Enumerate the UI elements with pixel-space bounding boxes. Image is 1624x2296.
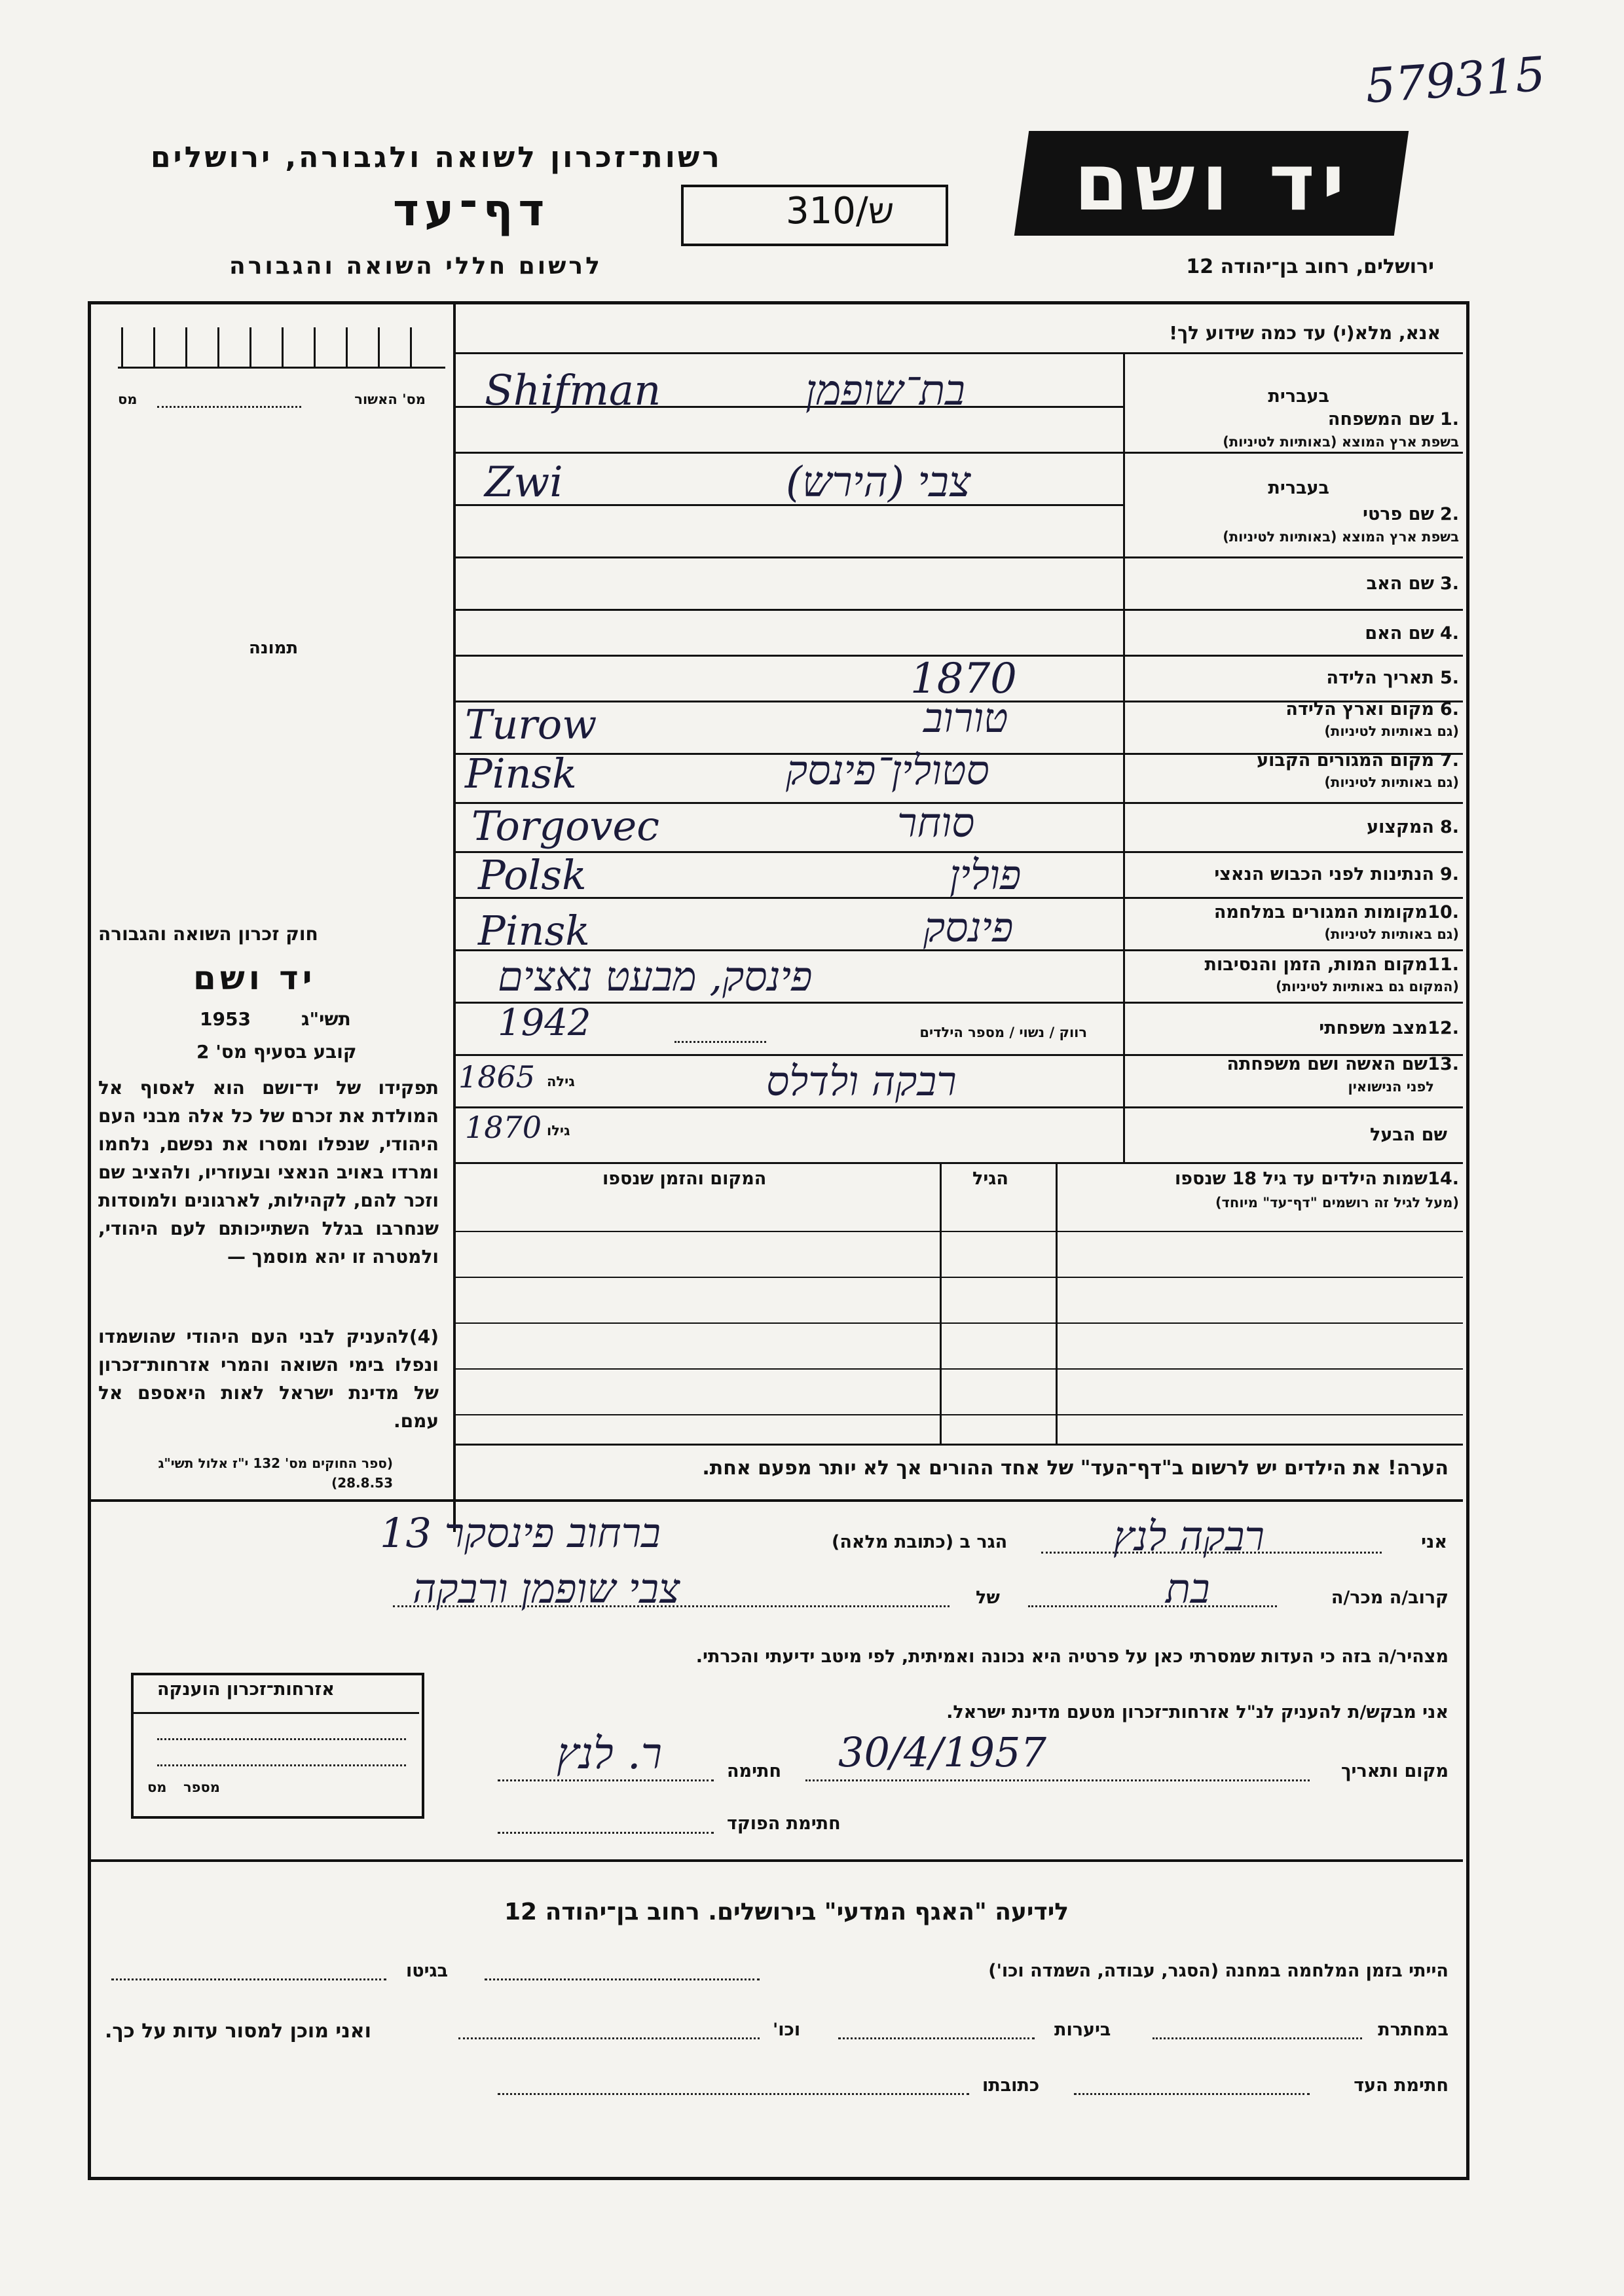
f1-latin: Shifman — [485, 367, 661, 415]
f6-latin: Turow — [465, 701, 597, 748]
decl-signature: ר. לנץ — [557, 1728, 663, 1779]
instructions: אנא, מלא(י) עד כמה שידוע לך! — [1169, 322, 1441, 344]
decl-date: 30/4/1957 — [838, 1728, 1046, 1776]
logo-text: יד ושם — [1074, 137, 1352, 228]
f3-num: 3. — [1439, 574, 1459, 594]
f8-label: המקצוע — [1367, 817, 1434, 837]
law-title: חוק זכרון השואה והגבורה — [98, 923, 318, 945]
citizenship-num-suffix: מס — [147, 1779, 167, 1795]
f5-label: תאריך הלידה — [1326, 668, 1434, 688]
f6-sub: (גם באותיות לטיניות) — [1324, 723, 1459, 739]
f14-num: 14. — [1428, 1169, 1459, 1189]
f2-lang: בעברית — [1268, 478, 1329, 498]
approval-label: מס' האשור — [354, 392, 426, 407]
f10-latin: Pinsk — [478, 907, 590, 955]
decl-relation: בת — [1166, 1565, 1210, 1613]
f1-lang: בעברית — [1268, 386, 1329, 407]
f9-label: הנתינות לפני הכבוש הנאצי — [1214, 864, 1434, 884]
file-number: 310/ש — [786, 190, 895, 232]
sidebar-year-hebrew: תשי"ג — [301, 1008, 351, 1030]
f7-label: מקום המגורים הקבוע — [1257, 750, 1434, 771]
f9-num: 9. — [1439, 864, 1459, 884]
f6-hebrew: טורוב — [923, 694, 1008, 742]
f2-label: שם פרטי — [1363, 504, 1434, 524]
f11-num: 11. — [1428, 955, 1459, 975]
f7-latin: Pinsk — [465, 750, 577, 797]
f12-label: מצב משפחתי — [1319, 1018, 1428, 1038]
decl-relative-label: קרוב/ה מכר/ה — [1331, 1588, 1449, 1608]
f1-num: 1. — [1439, 409, 1459, 429]
footer-line2-a: במחתרת — [1378, 2020, 1449, 2040]
f13b-age: 1870 — [465, 1110, 542, 1145]
form-title: דף־עד — [393, 185, 550, 236]
f13-value: רבקה ולדלס — [766, 1057, 957, 1105]
decl-signature-label: חתימה — [727, 1761, 782, 1781]
f9-latin: Polsk — [478, 851, 587, 899]
footer-line1-a: הייתי בזמן המלחמה במחנה (הסגר, עבודה, השמדה וכו') — [988, 1961, 1449, 1981]
f5-value: 1870 — [910, 655, 1017, 703]
footer-line2-b: ביערות — [1054, 2020, 1111, 2040]
decl-address: ברחוב פינסקר 13 — [380, 1509, 661, 1557]
f7-sub: (גם באותיות לטיניות) — [1324, 774, 1459, 790]
f12-status-label: רווק / נשוי / מספר הילדים — [919, 1025, 1087, 1040]
f10-num: 10. — [1428, 902, 1459, 922]
decl-place-date-label: מקום ותאריך — [1340, 1761, 1449, 1781]
footer-line3-a: חתימת העד — [1354, 2075, 1449, 2096]
form-subtitle: לרשום חללי השואה והגבורה — [229, 253, 602, 280]
f8-num: 8. — [1439, 817, 1459, 837]
footer-title: לידיעה "האגף המדעי" בירושלים. רחוב בן־יהודה 12 — [504, 1899, 1069, 1925]
f7-hebrew: סטולין־פינסק — [786, 746, 989, 794]
citizenship-number-label: מספר — [183, 1779, 220, 1795]
f2-hebrew: צבי (הירש) — [786, 458, 971, 507]
sidebar-year: 1953 — [200, 1008, 251, 1030]
sidebar-citation: (ספר החוקים מס' 132 י"ז אלול תשי"ג 28.8.53) — [158, 1455, 393, 1491]
f8-hebrew: סוחר — [897, 799, 975, 847]
decl-of-label: של — [976, 1588, 1000, 1608]
f4-label: שם האם — [1365, 623, 1434, 644]
f10-sub: (גם באותיות לטיניות) — [1324, 926, 1459, 942]
f14-sub: (מעל לגיל זה רושמים "דף־עד" מיוחד) — [1215, 1195, 1459, 1211]
f1-label: שם המשפחה — [1327, 409, 1434, 429]
f8-latin: Torgovec — [471, 802, 659, 850]
f13b-label: שם הבעל — [1369, 1125, 1447, 1145]
f6-label: מקום וארץ הלידה — [1285, 699, 1434, 720]
sidebar-yad-vashem: יד ושם — [193, 959, 316, 997]
archive-number: 579315 — [1363, 46, 1547, 114]
decl-request: אני מבקש/ת להעניק לנ"ל אזרחות־זכרון מטעם מדינת ישראל. — [946, 1702, 1449, 1722]
footer-line1-b: בגיטו — [406, 1961, 449, 1981]
sidebar-body-2: (4)להעניק לבני העם היהודי שהושמדו ונפלו בימי השואה והמרי אזרחות־זכרון של מדינת ישראל לאות היאספם אל עמם. — [98, 1326, 439, 1432]
f9-hebrew: פולין — [950, 851, 1022, 899]
f13-age-label: גילה — [547, 1074, 575, 1089]
photo-label: תמונה — [249, 638, 299, 658]
f1-sub: בשפת ארץ המוצא (באותיות לטיניות) — [1223, 434, 1459, 450]
f14-col-place: המקום והזמן שנספו — [602, 1169, 767, 1189]
f13-sub: לפני הנישואין — [1348, 1079, 1434, 1095]
f13-num: 13. — [1428, 1054, 1459, 1074]
note: הערה! את הילדים יש לרשום ב"דף־העד" של אחד ההורים אך לא יותר מפעם אחת. — [702, 1457, 1449, 1480]
f1-hebrew: בת־שופמן — [805, 367, 965, 415]
approval-suffix: מס — [118, 392, 138, 407]
sidebar-clause: קובע בסעיף מס' 2 — [196, 1041, 357, 1063]
decl-of-value: צבי שופמן ורבקה — [413, 1565, 680, 1613]
footer-line3-b: כתובתו — [982, 2075, 1040, 2096]
f4-num: 4. — [1439, 623, 1459, 644]
decl-officer-label: חתימת הפוקד — [727, 1813, 841, 1834]
decl-i-label: אני — [1421, 1532, 1447, 1552]
f13-label: שם האשה ושם משפחתה — [1227, 1054, 1428, 1074]
footer-line2-d: ואני מוכן למסור עדות על כך. — [105, 2020, 371, 2043]
f6-num: 6. — [1439, 699, 1459, 720]
f5-num: 5. — [1439, 668, 1459, 688]
citizenship-title: אזרחות־זכרון הוענקה — [157, 1679, 335, 1700]
f7-num: 7. — [1439, 750, 1459, 771]
f11-sub: (המקום גם באותיות לטיניות) — [1276, 979, 1459, 994]
address: ירושלים, רחוב בן־יהודה 12 — [1186, 255, 1434, 278]
decl-attest: מצהיר/ה בזה כי העדות שמסרתי כאן על פרטיה היא נכונה ואמיתית, לפי מיטב ידיעתי והכרתי. — [695, 1647, 1449, 1667]
f14-label: שמות הילדים עד גיל 18 שנספו — [1174, 1169, 1428, 1189]
f10-label: מקומות המגורים במלחמה — [1213, 902, 1428, 922]
f12-year: 1942 — [498, 1002, 591, 1044]
f11-value: פינסק, מבעט נאצים — [498, 953, 813, 1000]
f13-age: 1865 — [458, 1059, 536, 1095]
f3-label: שם האב — [1366, 574, 1434, 594]
footer-line2-c: וכו' — [773, 2020, 801, 2040]
f14-col-age: הגיל — [972, 1169, 1008, 1189]
decl-residing-label: הגר ב (כתובת מלאה) — [832, 1532, 1008, 1552]
f2-sub: בשפת ארץ המוצא (באותיות לטיניות) — [1223, 529, 1459, 545]
f12-num: 12. — [1428, 1018, 1459, 1038]
f10-hebrew: פינסק — [923, 903, 1014, 951]
f13b-age-label: גילו — [547, 1123, 570, 1139]
f2-latin: Zwi — [485, 458, 563, 507]
sidebar-body: תפקידו של יד־ושם הוא לאסוף אל המולדת את זכרם של כל אלה מבני העם היהודי, שנפלו ומסרו את נפשם, נלחמו ומרדו באויב הנאצי ובעוזריו, ולהציב שם וזכר להם, לקהילות, לארגונים ולמוסדות שנחרבו בגלל השתייכותם לעם היהודי, ולמטרה זו יהא מוסמך — — [98, 1077, 439, 1267]
f11-label: מקום המות, הזמן והנסיבות — [1204, 955, 1428, 975]
f2-num: 2. — [1439, 504, 1459, 524]
institution-name: רשות־זכרון לשואה ולגבורה, ירושלים — [151, 141, 722, 174]
decl-name: רבקה לנץ — [1113, 1512, 1265, 1560]
